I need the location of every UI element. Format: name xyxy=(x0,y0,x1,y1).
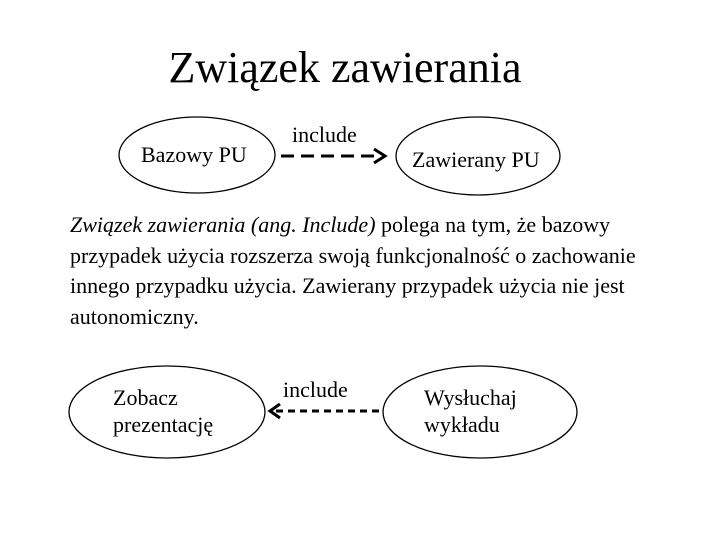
include-relation-label: include xyxy=(292,122,357,147)
slide-title: Związek zawierania xyxy=(168,43,522,92)
include-arrow-head xyxy=(374,149,385,163)
included-use-case-label: Zawierany PU xyxy=(412,147,540,172)
base-use-case-label: Bazowy PU xyxy=(141,142,247,167)
description-term: Związek zawierania (ang. Include) xyxy=(70,212,376,237)
bottom-include-relation-label: include xyxy=(283,377,348,402)
description-paragraph xyxy=(70,210,680,332)
bottom-base-use-case-label: Zobacz prezentację xyxy=(113,385,214,437)
description-text: polega na tym, że bazowy przypadek użycia rozszerza swoją funkcjonalność o zachowanie innego przypadku użycia. Zawierany przypadek użycia nie jest autonomiczny. xyxy=(70,212,636,329)
bottom-included-use-case-label: Wysłuchaj wykładu xyxy=(424,385,517,437)
